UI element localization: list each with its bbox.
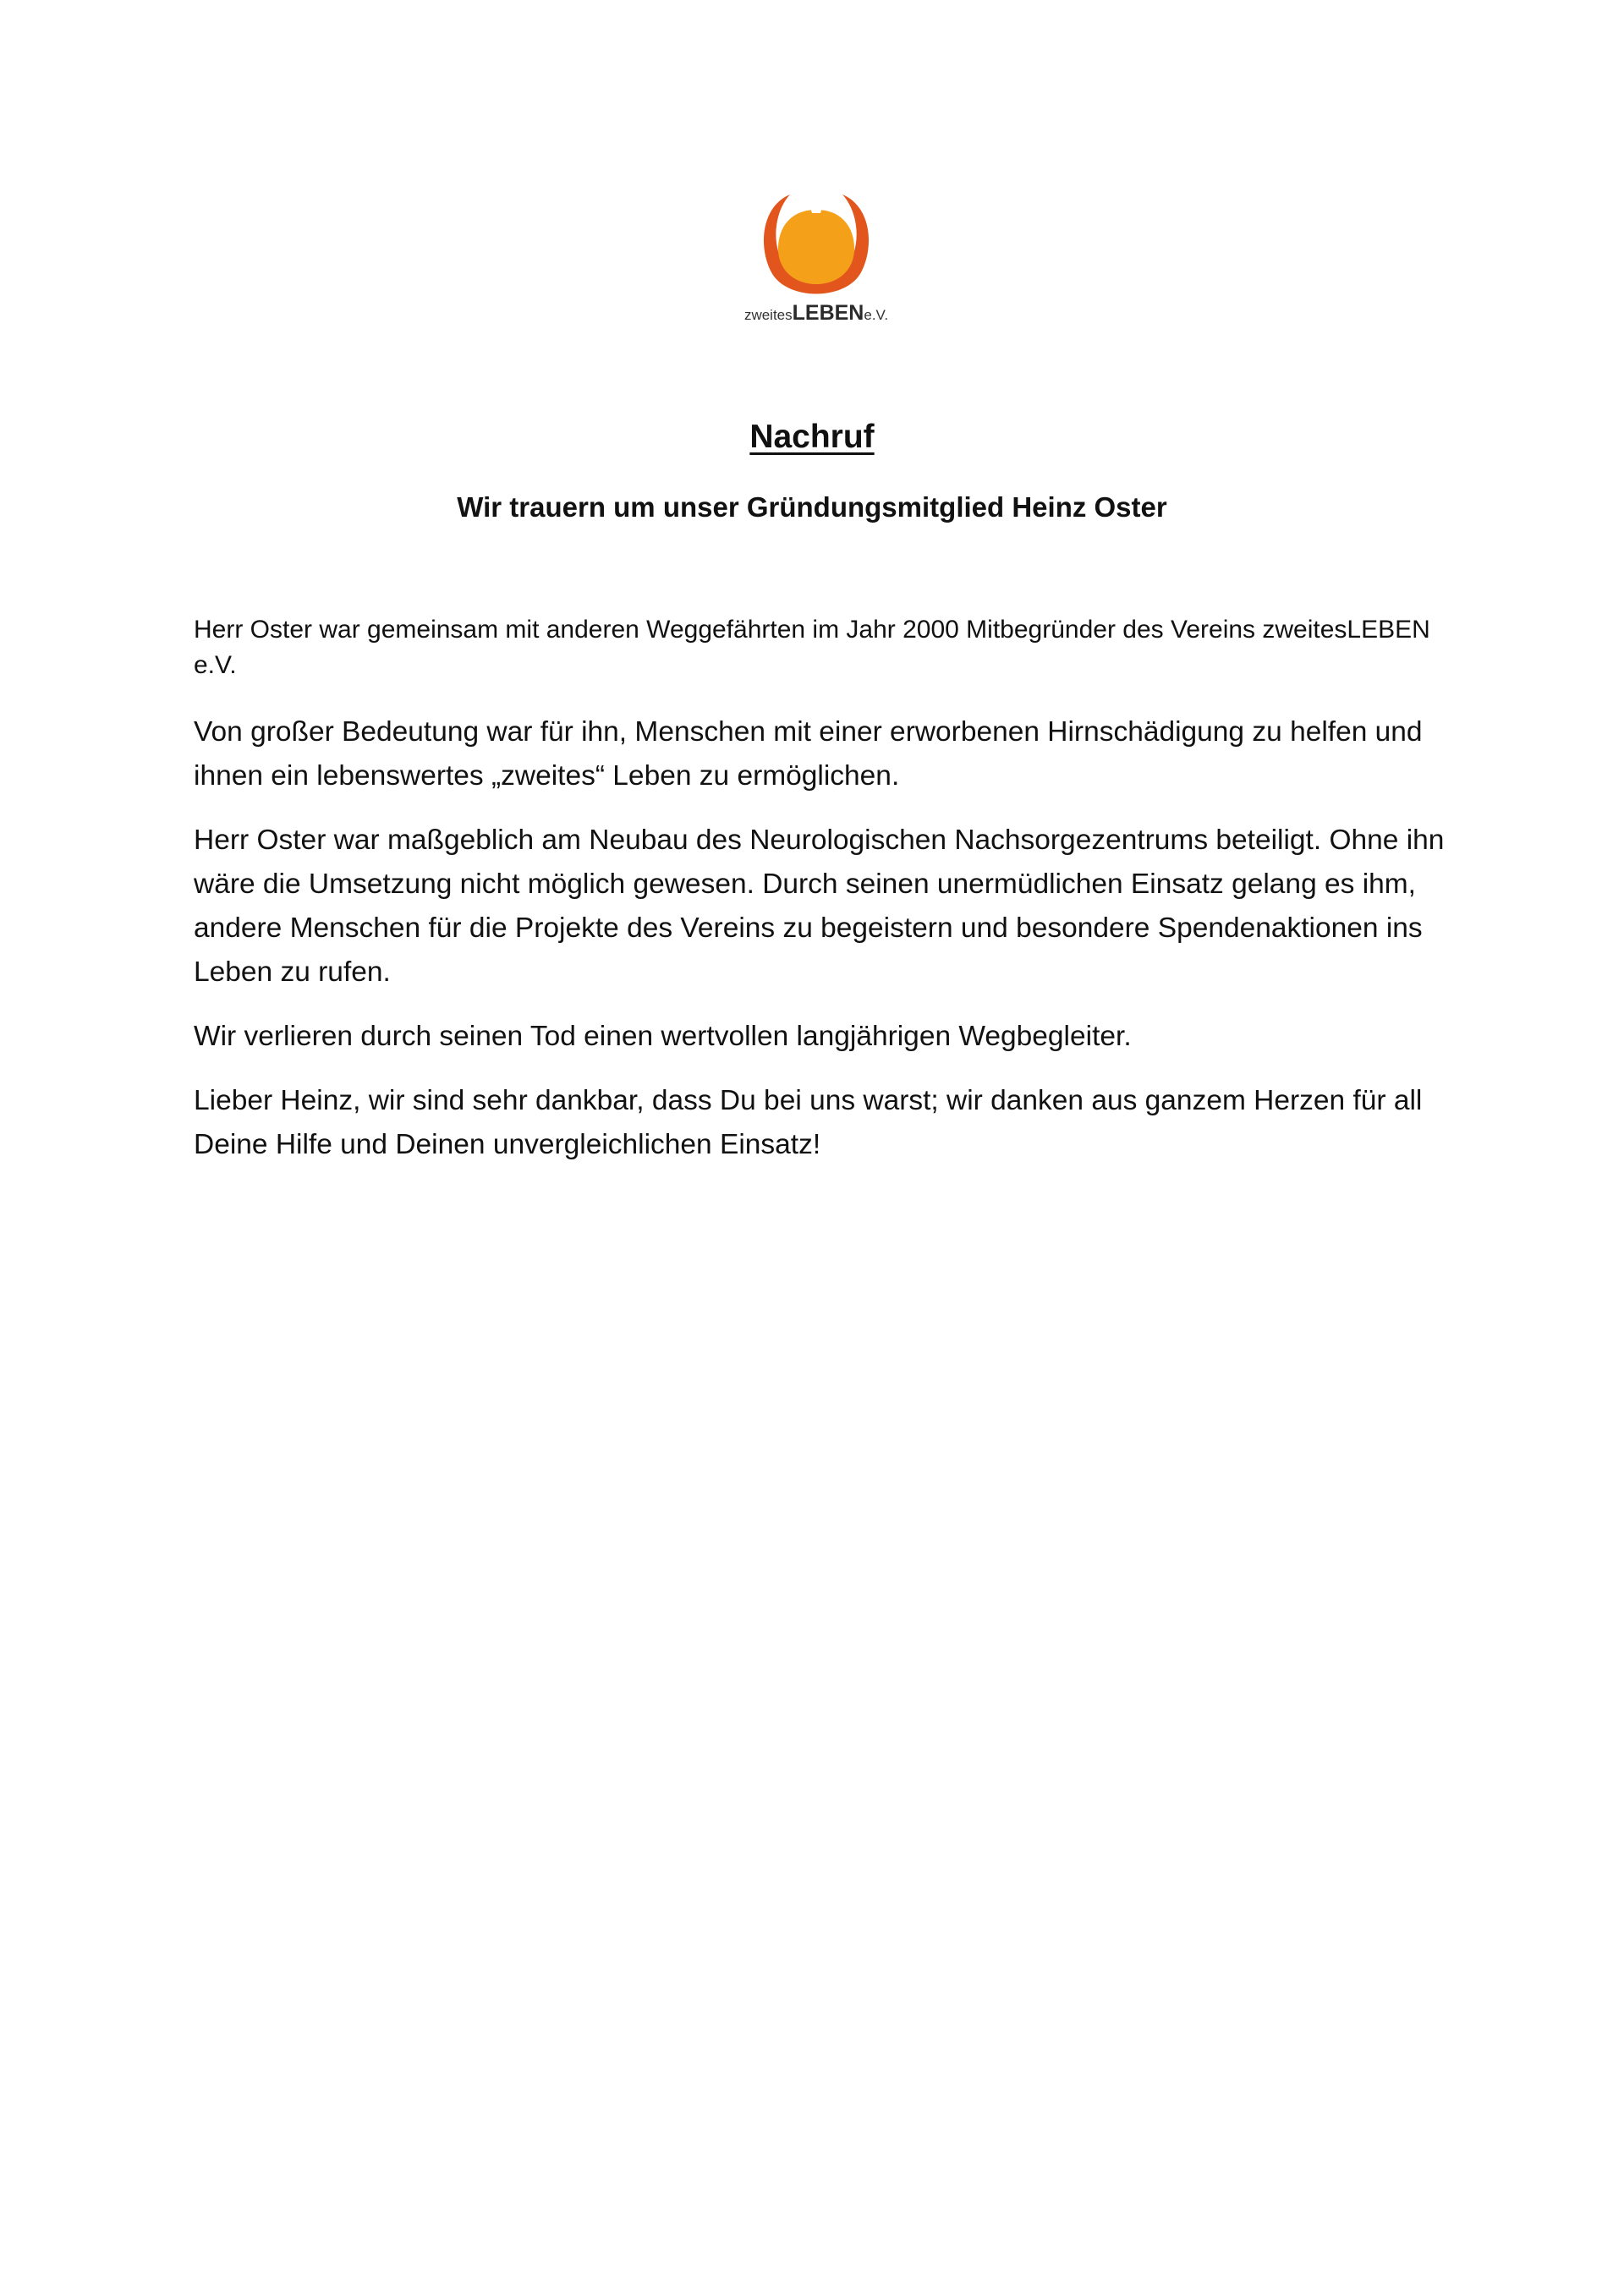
logo-sun-shape <box>778 210 854 284</box>
paragraph-mission: Von großer Bedeutung war für ihn, Menschen mit einer erworbenen Hirnschädigung zu helfen und ihnen ein lebenswertes „zweites“ Leben zu ermöglichen. <box>194 716 1423 792</box>
logo-wordmark <box>736 303 897 324</box>
logo-text-ev: e.V. <box>864 307 889 323</box>
page-title: Nachruf <box>749 419 875 455</box>
paragraph-founding: Herr Oster war gemeinsam mit anderen Weggefährten im Jahr 2000 Mitbegründer des Vereins zweitesLEBEN e.V. <box>194 616 1430 679</box>
paragraph-thanks: Lieber Heinz, wir sind sehr dankbar, dass Du bei uns warst; wir danken aus ganzem Herzen für all Deine Hilfe und Deinen unvergleichlichen Einsatz! <box>194 1085 1423 1160</box>
page-subtitle: Wir trauern um unser Gründungsmitglied Heinz Oster <box>457 491 1167 523</box>
paragraph-loss: Wir verlieren durch seinen Tod einen wertvollen langjährigen Wegbegleiter. <box>194 1021 1132 1052</box>
organization-logo <box>736 188 897 332</box>
obituary-body <box>194 612 1446 1167</box>
sun-ring-logo-icon <box>753 188 880 308</box>
paragraph-contribution: Herr Oster war maßgeblich am Neubau des Neurologischen Nachsorgezentrums beteiligt. Ohne ihn wäre die Umsetzung nicht möglich gewesen. Durch seinen unermüdlichen Einsatz gelang es ihm, andere Menschen für die Projekte des Vereins zu begeistern und besondere Spendenaktionen ins Leben zu rufen. <box>194 825 1445 988</box>
logo-text-zweites: zweites <box>743 307 793 323</box>
logo-notch-shape <box>805 191 827 213</box>
logo-text-leben: LEBEN <box>792 301 864 325</box>
